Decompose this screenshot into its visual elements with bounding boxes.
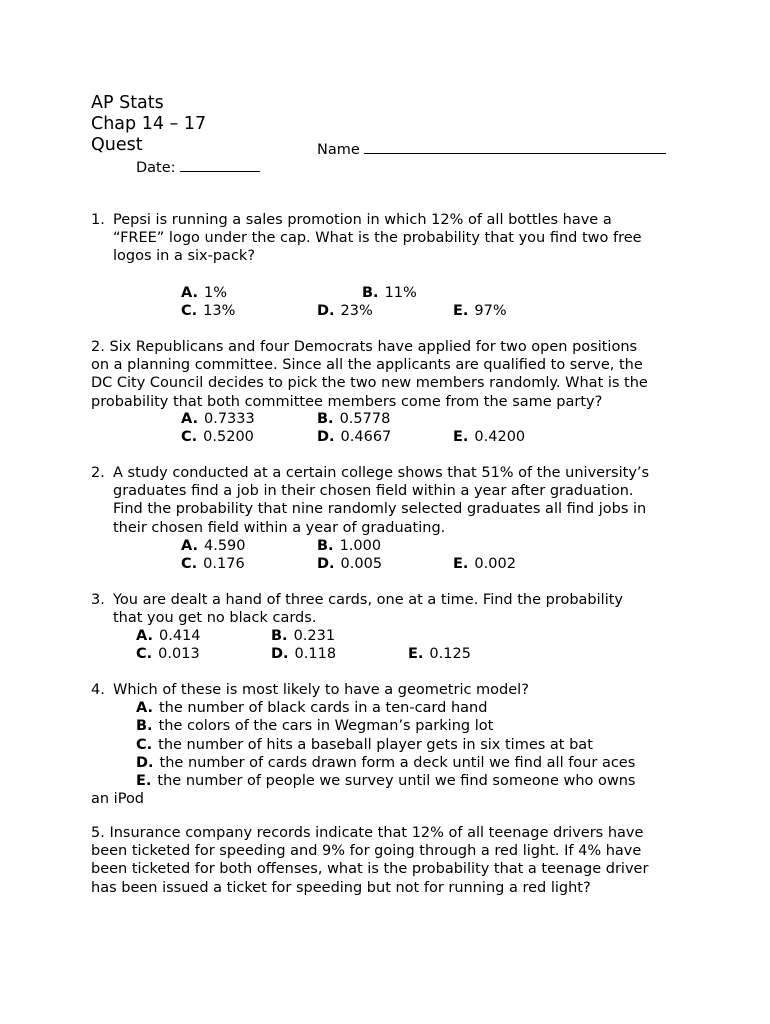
question-5 bbox=[91, 681, 731, 808]
option-d: D. 0.4667 bbox=[317, 429, 392, 445]
question-4 bbox=[91, 591, 691, 627]
option-d: D. 23% bbox=[317, 303, 373, 319]
date-field bbox=[136, 157, 260, 177]
question-text-line: DC City Council decides to pick the two new members randomly. What is the bbox=[91, 375, 648, 392]
option-c: C. the number of hits a baseball player gets in six times at bat bbox=[136, 736, 593, 753]
option-e: E. 0.125 bbox=[408, 646, 471, 662]
question-3 bbox=[91, 464, 691, 537]
name-blank bbox=[364, 139, 666, 154]
option-b: B. the colors of the cars in Wegman’s parking lot bbox=[136, 718, 494, 735]
question-number: 4. bbox=[91, 682, 105, 698]
question-text-line: 5. Insurance company records indicate that 12% of all teenage drivers have bbox=[91, 825, 644, 841]
date-blank bbox=[180, 157, 260, 172]
question-number: 3. bbox=[91, 592, 105, 608]
question-text-line: that you get no black cards. bbox=[113, 610, 317, 627]
option-b: B. 11% bbox=[362, 285, 417, 301]
option-e: E. the number of people we survey until we find someone who owns bbox=[136, 773, 636, 790]
option-a: A. the number of black cards in a ten-card hand bbox=[136, 700, 488, 717]
option-a: A. 4.590 bbox=[181, 538, 246, 554]
question-text-line: “FREE” logo under the cap. What is the probability that you find two free bbox=[113, 230, 642, 247]
option-c: C. 13% bbox=[181, 303, 236, 319]
quest-title: Quest bbox=[91, 135, 143, 155]
question-number: 1. bbox=[91, 212, 105, 228]
course-title: AP Stats bbox=[91, 93, 164, 113]
option-e: E. 97% bbox=[453, 303, 507, 319]
question-1 bbox=[91, 211, 691, 266]
question-text-line: their chosen field within a year of graduating. bbox=[113, 519, 446, 536]
option-d: D. the number of cards drawn form a deck until we find all four aces bbox=[136, 754, 636, 771]
question-2 bbox=[91, 338, 691, 411]
question-text-line: been ticketed for speeding and 9% for going through a red light. If 4% have bbox=[91, 843, 642, 860]
question-text-line: Find the probability that nine randomly selected graduates all find jobs in bbox=[113, 501, 647, 518]
option-c: C. 0.176 bbox=[181, 556, 245, 572]
question-text-line: on a planning committee. Since all the applicants are qualified to serve, the bbox=[91, 357, 643, 374]
question-text-line: You are dealt a hand of three cards, one at a time. Find the probability bbox=[113, 592, 623, 608]
option-e: E. 0.002 bbox=[453, 556, 516, 572]
chapter-title: Chap 14 – 17 bbox=[91, 114, 207, 134]
option-a: A. 0.7333 bbox=[181, 411, 255, 427]
name-label: Name bbox=[317, 142, 360, 158]
date-label: Date: bbox=[136, 160, 176, 176]
question-text-line: has been issued a ticket for speeding but not for running a red light? bbox=[91, 879, 591, 896]
question-text-line: logos in a six-pack? bbox=[113, 248, 256, 265]
name-field bbox=[317, 139, 666, 159]
option-e: E. 0.4200 bbox=[453, 429, 526, 445]
question-text-line: Pepsi is running a sales promotion in which 12% of all bottles have a bbox=[113, 212, 612, 228]
question-text-line: Which of these is most likely to have a geometric model? bbox=[113, 682, 529, 698]
option-a: A. 0.414 bbox=[136, 628, 201, 644]
question-number: 2. bbox=[91, 465, 105, 481]
question-6 bbox=[91, 824, 731, 897]
option-a: A. 1% bbox=[181, 285, 228, 301]
option-b: B. 0.5778 bbox=[317, 411, 391, 427]
option-c: C. 0.013 bbox=[136, 646, 200, 662]
question-text-line: A study conducted at a certain college shows that 51% of the university’s bbox=[113, 465, 650, 481]
question-text-line: probability that both committee members come from the same party? bbox=[91, 393, 603, 410]
option-d: D. 0.005 bbox=[317, 556, 383, 572]
option-e-wrap: an iPod bbox=[91, 791, 145, 808]
question-text-line: graduates find a job in their chosen field within a year after graduation. bbox=[113, 483, 634, 500]
option-c: C. 0.5200 bbox=[181, 429, 254, 445]
option-d: D. 0.118 bbox=[271, 646, 337, 662]
option-b: B. 0.231 bbox=[271, 628, 336, 644]
option-b: B. 1.000 bbox=[317, 538, 382, 554]
question-text-line: been ticketed for both offenses, what is the probability that a teenage driver bbox=[91, 861, 649, 878]
question-text-line: 2. Six Republicans and four Democrats have applied for two open positions bbox=[91, 339, 638, 355]
